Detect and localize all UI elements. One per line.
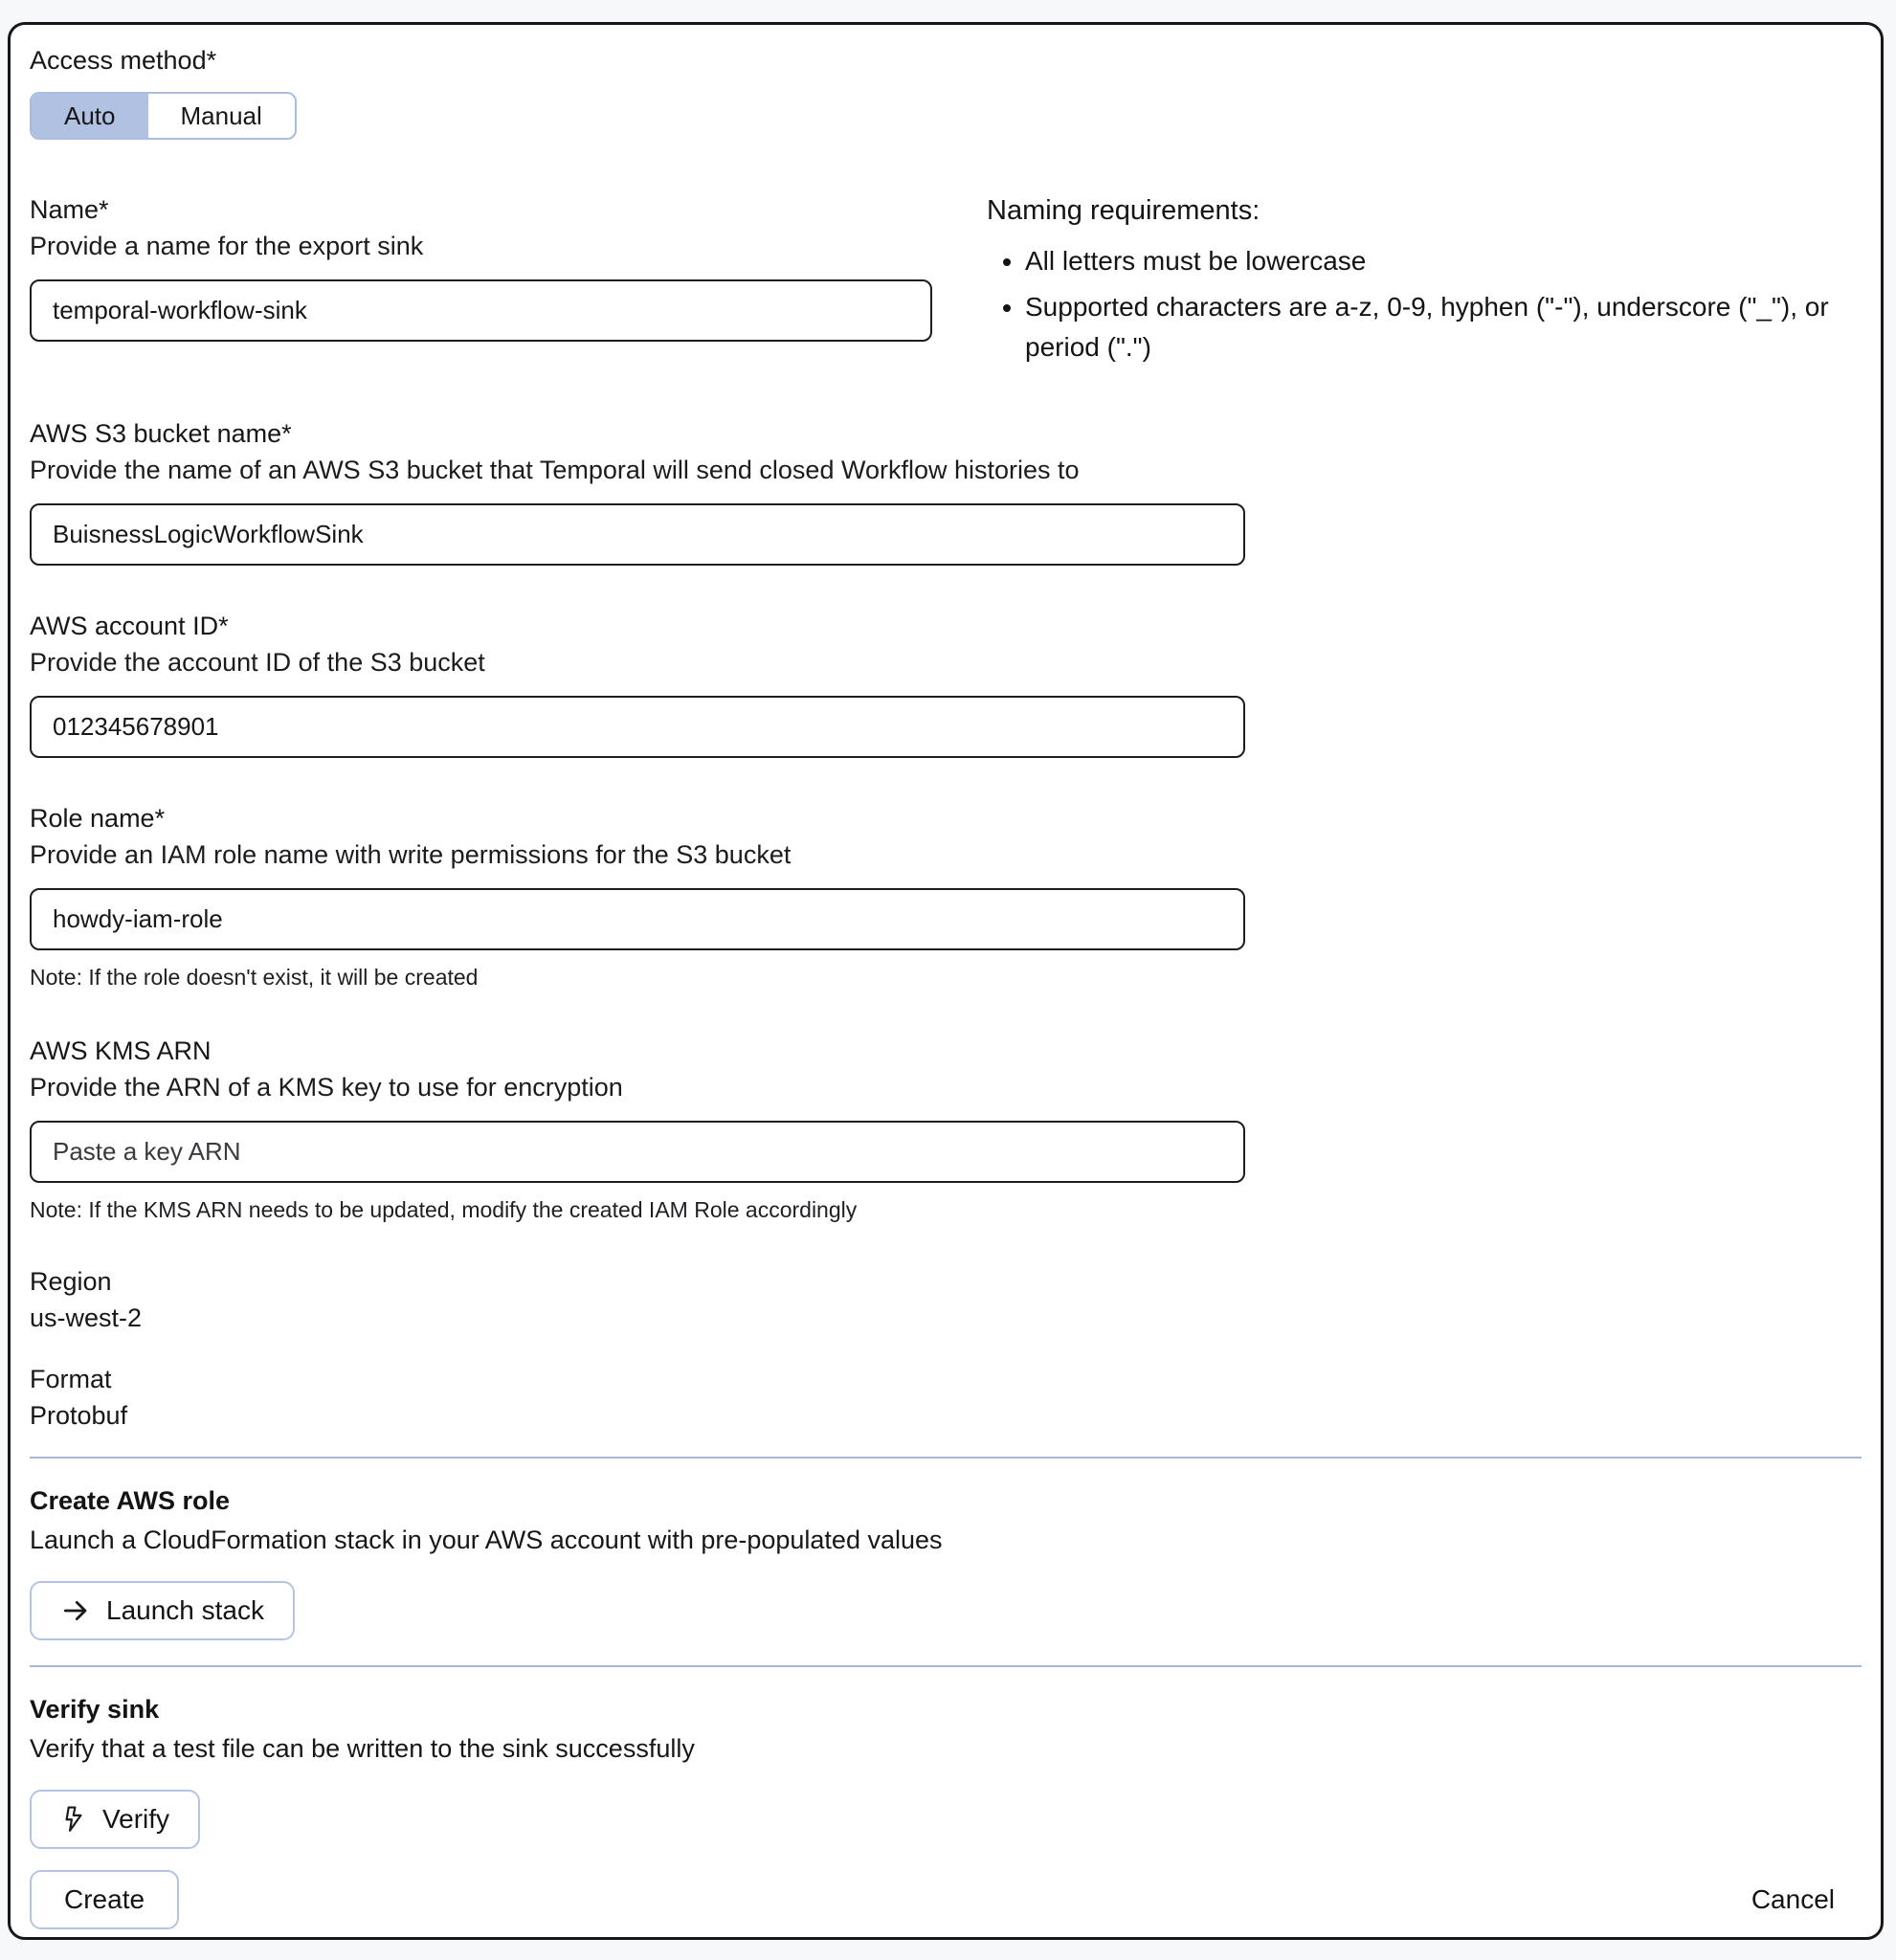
format-value: Protobuf xyxy=(30,1401,128,1430)
name-and-requirements-row xyxy=(30,193,1862,373)
bucket-description: Provide the name of an AWS S3 bucket that Temporal will send closed Workflow histories to xyxy=(30,456,1080,484)
region-group xyxy=(30,1265,1862,1334)
section-divider xyxy=(30,1665,1862,1667)
format-group xyxy=(30,1363,1862,1432)
naming-requirement-item: • All letters must be lowercase xyxy=(1025,241,1862,281)
role-note: Note: If the role doesn't exist, it will be created xyxy=(30,965,479,990)
account-description: Provide the account ID of the S3 bucket xyxy=(30,648,485,677)
kms-note: Note: If the KMS ARN needs to be updated, modify the created IAM Role accordingly xyxy=(30,1197,858,1222)
name-label: Name* xyxy=(30,195,109,224)
export-sink-form-card xyxy=(8,22,1884,1940)
access-method-auto-button[interactable]: Auto xyxy=(32,94,148,138)
naming-requirements-title: Naming requirements: xyxy=(987,195,1260,226)
bucket-label: AWS S3 bucket name* xyxy=(30,419,292,448)
account-id-input[interactable] xyxy=(30,696,1245,758)
create-role-section xyxy=(30,1483,1862,1640)
role-description: Provide an IAM role name with write permissions for the S3 bucket xyxy=(30,840,792,869)
role-field-group xyxy=(30,802,1862,991)
verify-button-label: Verify xyxy=(102,1804,170,1834)
name-field-group xyxy=(30,193,932,342)
arrow-right-icon xyxy=(60,1595,91,1626)
naming-requirement-item: • Supported characters are a-z, 0-9, hyphen ("-"), underscore ("_"), or period (".") xyxy=(1025,287,1862,368)
access-method-label: Access method* xyxy=(30,46,217,75)
create-button[interactable]: Create xyxy=(30,1870,179,1929)
verify-sink-section xyxy=(30,1692,1862,1849)
bucket-input[interactable] xyxy=(30,503,1245,566)
name-input[interactable] xyxy=(30,279,932,342)
launch-stack-button-label: Launch stack xyxy=(106,1595,264,1625)
verify-sink-description: Verify that a test file can be written to the sink successfully xyxy=(30,1734,695,1763)
create-role-description: Launch a CloudFormation stack in your AWS account with pre-populated values xyxy=(30,1526,943,1554)
name-description: Provide a name for the export sink xyxy=(30,232,424,260)
section-divider xyxy=(30,1457,1862,1459)
access-method-manual-button[interactable]: Manual xyxy=(148,94,295,138)
access-method-toggle xyxy=(30,92,297,140)
kms-arn-input[interactable] xyxy=(30,1121,1245,1183)
verify-sink-title: Verify sink xyxy=(30,1695,160,1724)
kms-field-group xyxy=(30,1035,1862,1223)
role-label: Role name* xyxy=(30,804,166,833)
kms-description: Provide the ARN of a KMS key to use for encryption xyxy=(30,1073,623,1102)
account-field-group xyxy=(30,610,1862,758)
account-label: AWS account ID* xyxy=(30,612,229,640)
region-value: us-west-2 xyxy=(30,1303,143,1332)
role-name-input[interactable] xyxy=(30,888,1245,950)
region-label: Region xyxy=(30,1267,112,1296)
create-role-title: Create AWS role xyxy=(30,1486,231,1515)
kms-label: AWS KMS ARN xyxy=(30,1036,212,1065)
form-actions xyxy=(30,1870,1862,1929)
cancel-button[interactable]: Cancel xyxy=(1746,1883,1840,1916)
bucket-field-group xyxy=(30,417,1862,566)
lightning-bolt-icon xyxy=(60,1805,87,1834)
verify-button[interactable] xyxy=(30,1790,200,1849)
format-label: Format xyxy=(30,1365,112,1393)
launch-stack-button[interactable] xyxy=(30,1581,295,1640)
naming-requirements-list xyxy=(987,241,1862,368)
naming-requirements xyxy=(987,193,1862,373)
